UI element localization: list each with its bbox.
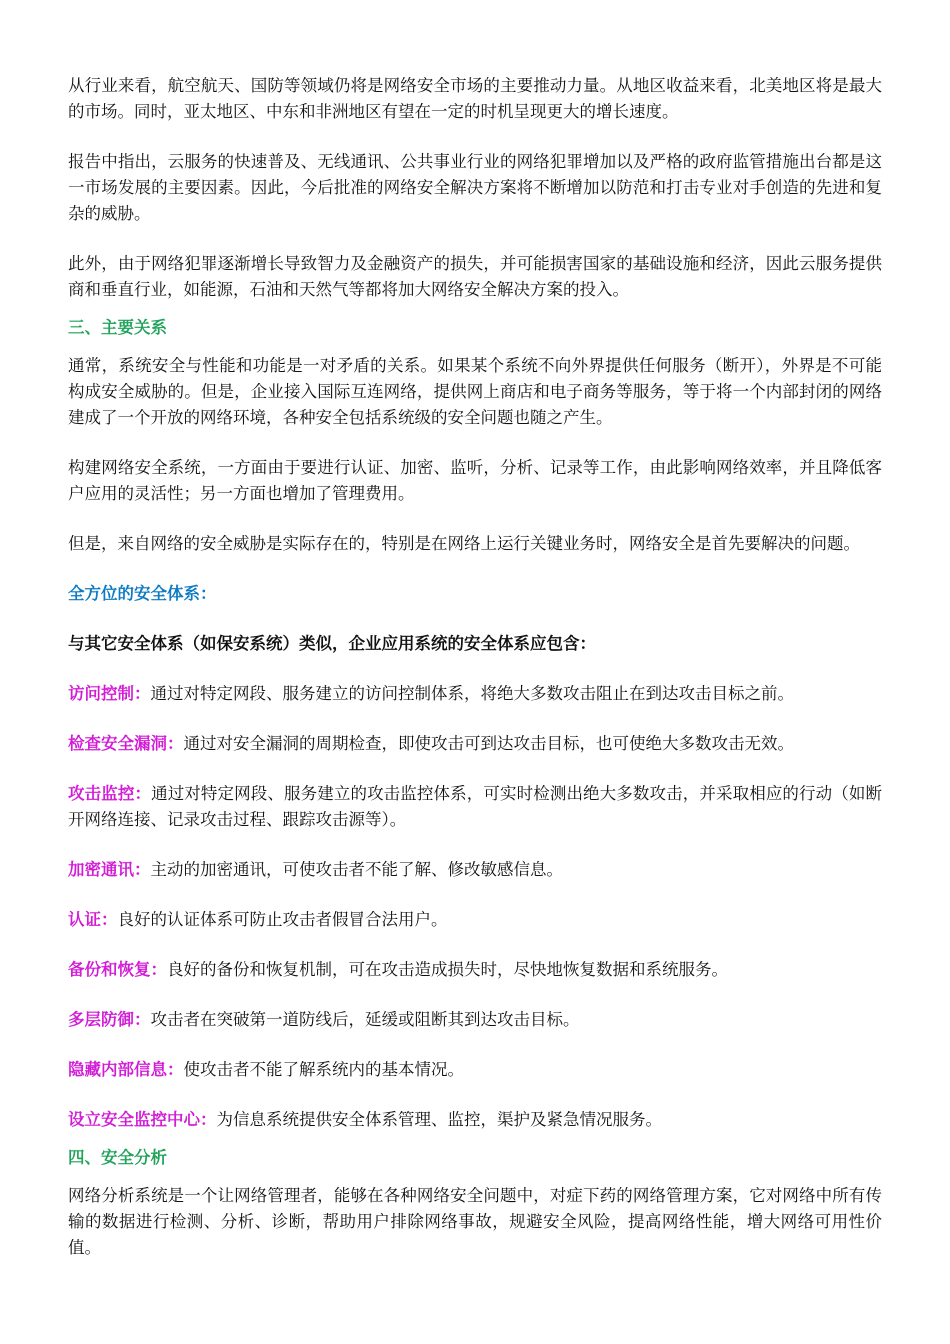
item-access-control <box>68 681 882 707</box>
item-text: 通过对安全漏洞的周期检查，即使攻击可到达攻击目标，也可使绝大多数攻击无效。 <box>183 734 794 753</box>
item-term: 攻击监控： <box>68 784 152 803</box>
item-term: 备份和恢复： <box>68 960 167 979</box>
item-attack-monitoring <box>68 781 882 833</box>
item-text: 为信息系统提供安全体系管理、监控，渠护及紧急情况服务。 <box>216 1110 662 1129</box>
item-term: 检查安全漏洞： <box>68 734 184 753</box>
paragraph-crime: 此外，由于网络犯罪逐渐增长导致智力及金融资产的损失，并可能损害国家的基础设施和经济，因此云服务提供商和垂直行业，如能源，石油和天然气等都将加大网络安全解决方案的投入。 <box>68 254 882 299</box>
item-term: 认证： <box>68 910 118 929</box>
paragraph-industry: 从行业来看，航空航天、国防等领域仍将是网络安全市场的主要推动力量。从地区收益来看，北美地区将是最大的市场。同时，亚太地区、中东和非洲地区有望在一定的时机呈现更大的增长速度。 <box>68 76 882 121</box>
section-heading-analysis: 四、安全分析 <box>68 1148 167 1167</box>
item-monitoring-center <box>68 1107 882 1133</box>
item-text: 良好的认证体系可防止攻击者假冒合法用户。 <box>117 910 448 929</box>
item-term: 设立安全监控中心： <box>68 1110 217 1129</box>
item-text: 通过对特定网段、服务建立的攻击监控体系，可实时检测出绝大多数攻击，并采取相应的行动（如断开网络连接、记录攻击过程、跟踪攻击源等）。 <box>68 784 883 829</box>
item-encrypted-comm <box>68 857 882 883</box>
paragraph-relations-2: 构建网络安全系统，一方面由于要进行认证、加密、监听，分析、记录等工作，由此影响网络效率，并且降低客户应用的灵活性；另一方面也增加了管理费用。 <box>68 458 882 503</box>
security-system-intro: 与其它安全体系（如保安系统）类似，企业应用系统的安全体系应包含： <box>68 634 596 653</box>
item-term: 加密通讯： <box>68 860 151 879</box>
item-layered-defense <box>68 1007 882 1033</box>
paragraph-relations-1: 通常，系统安全与性能和功能是一对矛盾的关系。如果某个系统不向外界提供任何服务（断开），外界是不可能构成安全威胁的。但是，企业接入国际互连网络，提供网上商店和电子商务等服务，等于将一个内部封闭的网络建成了一个开放的网络环境，各种安全包括系统级的安全问题也随之产生。 <box>68 356 882 427</box>
item-text: 攻击者在突破第一道防线后，延缓或阻断其到达攻击目标。 <box>150 1010 580 1029</box>
item-term: 隐藏内部信息： <box>68 1060 184 1079</box>
item-authentication <box>68 907 882 933</box>
paragraph-analysis: 网络分析系统是一个让网络管理者，能够在各种网络安全问题中，对症下药的网络管理方案，它对网络中所有传输的数据进行检测、分析、诊断，帮助用户排除网络事故，规避安全风险，提高网络性能，增大网络可用性价值。 <box>68 1186 882 1257</box>
subheading-security-system: 全方位的安全体系： <box>68 584 217 603</box>
paragraph-report: 报告中指出，云服务的快速普及、无线通讯、公共事业行业的网络犯罪增加以及严格的政府监管措施出台都是这一市场发展的主要因素。因此，今后批准的网络安全解决方案将不断增加以防范和打击专业对手创造的先进和复杂的威胁。 <box>68 152 882 223</box>
section-heading-relations: 三、主要关系 <box>68 318 167 337</box>
paragraph-relations-3: 但是，来自网络的安全威胁是实际存在的，特别是在网络上运行关键业务时，网络安全是首先要解决的问题。 <box>68 534 860 553</box>
item-term: 多层防御： <box>68 1010 151 1029</box>
item-hide-internal-info <box>68 1057 882 1083</box>
item-text: 使攻击者不能了解系统内的基本情况。 <box>183 1060 464 1079</box>
item-text: 主动的加密通讯，可使攻击者不能了解、修改敏感信息。 <box>150 860 563 879</box>
item-text: 良好的备份和恢复机制，可在攻击造成损失时，尽快地恢复数据和系统服务。 <box>167 960 728 979</box>
item-vulnerability-check <box>68 731 882 757</box>
item-text: 通过对特定网段、服务建立的访问控制体系，将绝大多数攻击阻止在到达攻击目标之前。 <box>150 684 794 703</box>
document-page <box>68 73 882 1261</box>
item-term: 访问控制： <box>68 684 151 703</box>
item-backup-recovery <box>68 957 882 983</box>
